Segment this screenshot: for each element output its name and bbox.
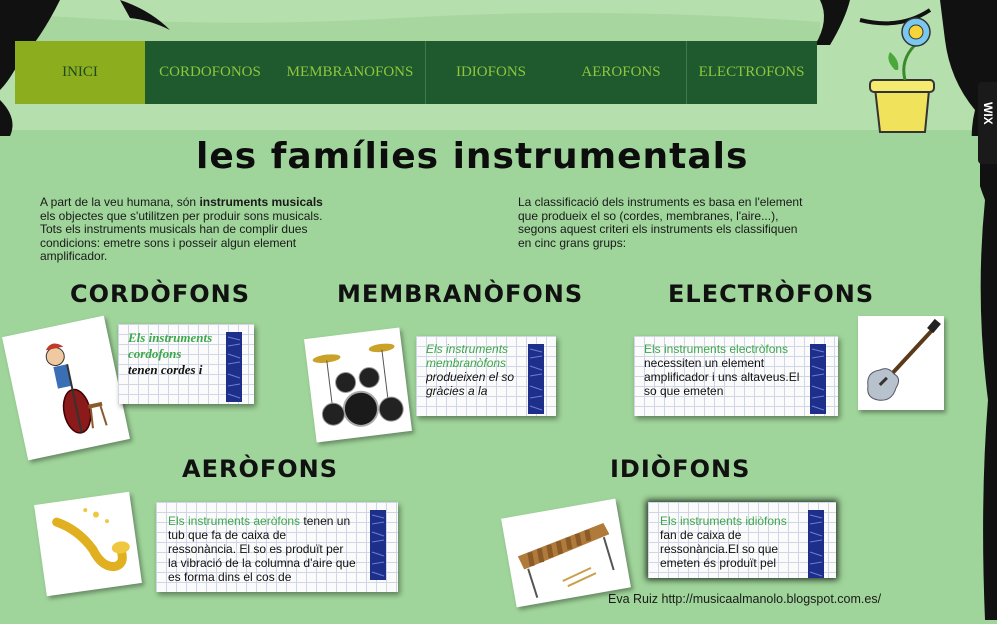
note-card-electrofons[interactable]	[634, 336, 838, 416]
note-highlight: Els instruments idiòfons	[660, 514, 787, 528]
heading-electrofons: ELECTRÒFONS	[668, 280, 875, 308]
note-card-membranofons[interactable]	[416, 336, 556, 416]
footer-credit[interactable]: Eva Ruiz http://musicaalmanolo.blogspot.com.es/	[608, 592, 882, 606]
scribble-scrollbar-icon[interactable]	[226, 332, 242, 402]
scribble-scrollbar-icon[interactable]	[808, 510, 824, 578]
drum-kit-photo[interactable]	[304, 328, 412, 443]
nav-item-electrofons[interactable]: ELECTROFONS	[698, 64, 805, 80]
heading-membranofons: MEMBRANÒFONS	[337, 280, 584, 308]
nav-item-membranofons[interactable]: MEMBRANOFONS	[286, 64, 414, 80]
heading-aerofons: AERÒFONS	[182, 455, 339, 483]
note-text-aerofons	[168, 514, 356, 588]
scribble-scrollbar-icon[interactable]	[528, 344, 544, 414]
note-body: fan de caixa de ressonància.El so que emeten és produït pel	[660, 528, 779, 570]
note-highlight: Els instruments cordofons	[128, 330, 213, 361]
nav-item-inici[interactable]: INICI	[15, 41, 145, 104]
intro-left-before: A part de la veu humana, són	[40, 195, 200, 209]
intro-left-paragraph	[40, 196, 330, 264]
note-text-cordofons	[128, 330, 214, 400]
note-body: produeixen el so gràcies a la	[426, 370, 515, 398]
scribble-scrollbar-icon[interactable]	[370, 510, 386, 580]
electric-guitar-photo[interactable]	[858, 316, 944, 410]
nav-item-idiofons[interactable]: IDIOFONS	[455, 64, 526, 80]
intro-left-after: els objectes que s'utilitzen per produir sons musicals. Tots els instruments musicals han de complir dues condicions: emetre sons i posseir algun element amplificador.	[40, 208, 323, 263]
electric-guitar-icon	[858, 316, 944, 410]
nav-item-cordofonos[interactable]: CORDOFONOS	[159, 64, 261, 80]
scribble-scrollbar-icon[interactable]	[810, 344, 826, 414]
note-body: necessiten un element amplificador i uns altaveus.El so que emeten	[644, 356, 800, 398]
note-body: tenen un tub que fa de caixa de ressonància. El so es produït per la vibració de la columna d'aire que es forma dins el cos de	[168, 514, 356, 584]
heading-idiofons: IDIÒFONS	[610, 455, 751, 483]
heading-cordofons: CORDÒFONS	[70, 280, 250, 308]
note-highlight: Els instruments electròfons	[644, 342, 789, 356]
note-card-aerofons[interactable]	[156, 502, 398, 592]
note-text-membranofons	[426, 342, 516, 412]
wix-label: WIX	[981, 102, 995, 125]
note-text-electrofons	[644, 342, 802, 412]
wix-badge[interactable]	[978, 82, 997, 164]
note-body: tenen cordes i	[128, 362, 203, 377]
intro-right-paragraph: La classificació dels instruments es basa en l'element que produeix el so (cordes, membranes, l'aire...), segons aquest criteri els instruments els classifiquen en cinc grans grups:	[518, 195, 803, 250]
note-card-idiofons[interactable]	[648, 502, 836, 578]
page-title: les famílies instrumentals	[196, 136, 749, 177]
main-nav	[15, 41, 817, 104]
note-highlight: Els instruments membranòfons	[426, 342, 509, 370]
drum-kit-icon	[304, 328, 412, 443]
nav-item-aerofons[interactable]: AEROFONS	[581, 64, 661, 80]
note-text-idiofons	[660, 514, 796, 574]
note-highlight: Els instruments aeròfons	[168, 514, 301, 528]
intro-left-bold: instruments musicals	[199, 195, 323, 209]
saxophone-photo[interactable]	[34, 492, 142, 596]
saxophone-icon	[34, 492, 142, 596]
note-card-cordofons[interactable]	[118, 324, 254, 404]
